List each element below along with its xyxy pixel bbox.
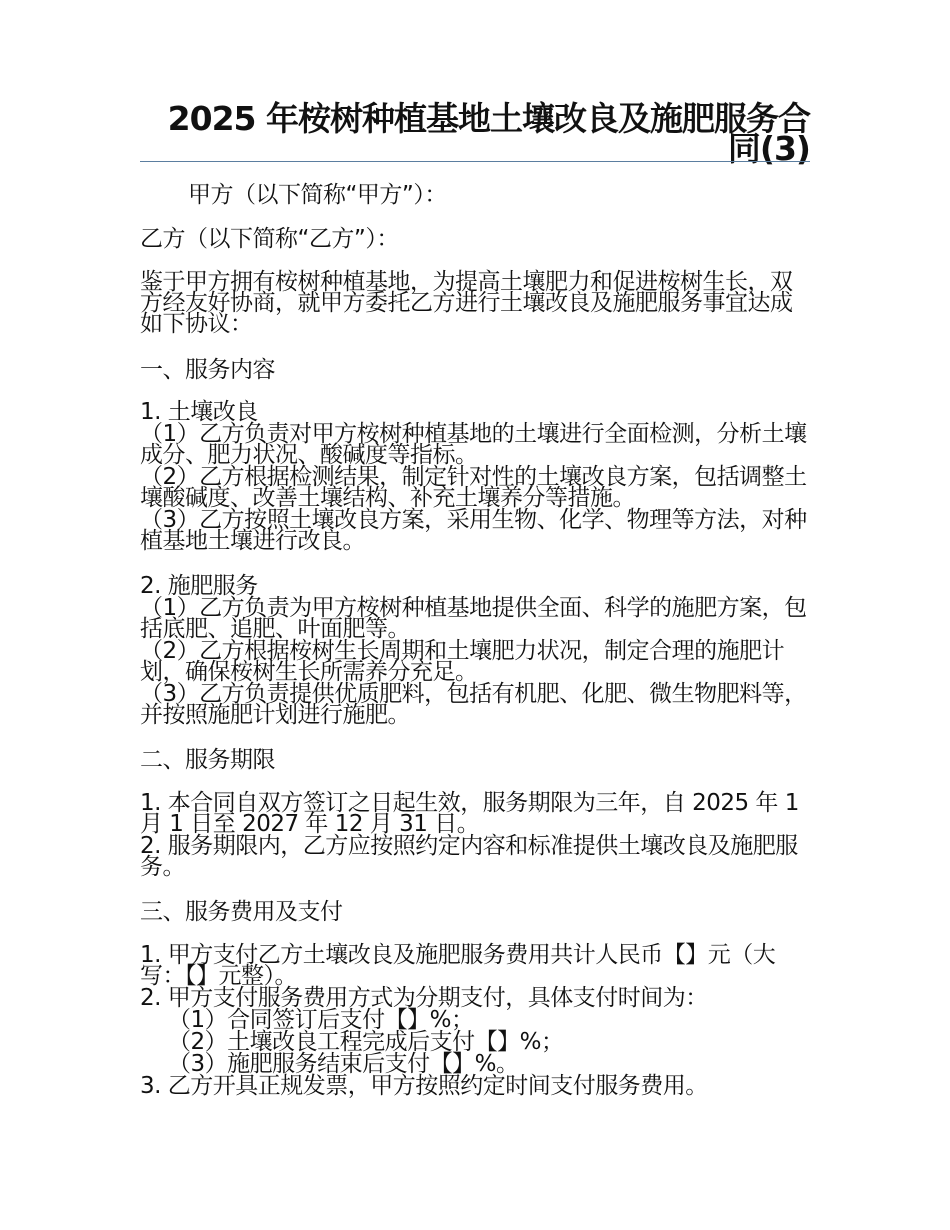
section-1-1-item-1: （1）乙方负责对甲方桉树种植基地的土壤进行全面检测，分析土壤成分、肥力状况、酸碱度等指标。	[140, 421, 807, 468]
section-3-payment-1: （1）合同签订后支付【】%；	[168, 1007, 474, 1033]
section-3-item-1: 1. 甲方支付乙方土壤改良及施肥服务费用共计人民币【】元（大写：【】元整）。	[140, 942, 776, 989]
party-b-line: 乙方（以下简称“乙方”）：	[140, 226, 399, 252]
section-3-payment-3: （3）施肥服务结束后支付【】%。	[168, 1051, 519, 1077]
section-1-1-item-3: （3）乙方按照土壤改良方案，采用生物、化学、物理等方法，对种植基地土壤进行改良。	[140, 507, 807, 554]
section-3-payment-2: （2）土壤改良工程完成后支付【】%；	[168, 1029, 564, 1055]
section-1-2-item-3: （3）乙方负责提供优质肥料，包括有机肥、化肥、微生物肥料等，并按照施肥计划进行施肥。	[140, 681, 807, 728]
section-2-item-1: 1. 本合同自双方签订之日起生效，服务期限为三年，自 2025 年 1 月 1 日至 2027 年 12 月 31 日。	[140, 790, 806, 837]
section-3-heading: 三、服务费用及支付	[140, 899, 343, 925]
section-1-1-item-2: （2）乙方根据检测结果，制定针对性的土壤改良方案，包括调整土壤酸碱度、改善土壤结构、补充土壤养分等措施。	[140, 464, 807, 511]
section-1-2-item-2: （2）乙方根据桉树生长周期和土壤肥力状况，制定合理的施肥计划，确保桉树生长所需养分充足。	[140, 638, 785, 685]
section-1-heading: 一、服务内容	[140, 357, 275, 383]
section-2-heading: 二、服务期限	[140, 747, 275, 773]
section-1-2-title: 2. 施肥服务	[140, 573, 258, 599]
document-title: 2025 年桉树种植基地土壤改良及施肥服务合同(3)	[167, 99, 810, 168]
section-3-item-3: 3. 乙方开具正规发票，甲方按照约定时间支付服务费用。	[140, 1073, 708, 1099]
section-2-item-2: 2. 服务期限内，乙方应按照约定内容和标准提供土壤改良及施肥服务。	[140, 833, 798, 880]
section-3-item-2: 2. 甲方支付服务费用方式为分期支付，具体支付时间为：	[140, 985, 708, 1011]
title-divider	[140, 161, 810, 162]
party-a-line: 甲方（以下简称“甲方”）：	[188, 182, 447, 208]
section-1-2-item-1: （1）乙方负责为甲方桉树种植基地提供全面、科学的施肥方案，包括底肥、追肥、叶面肥等。	[140, 595, 807, 642]
section-1-1-title: 1. 土壤改良	[140, 399, 258, 425]
intro-paragraph: 鉴于甲方拥有桉树种植基地，为提高土壤肥力和促进桉树生长，双方经友好协商，就甲方委托乙方进行土壤改良及施肥服务事宜达成如下协议：	[140, 269, 793, 337]
